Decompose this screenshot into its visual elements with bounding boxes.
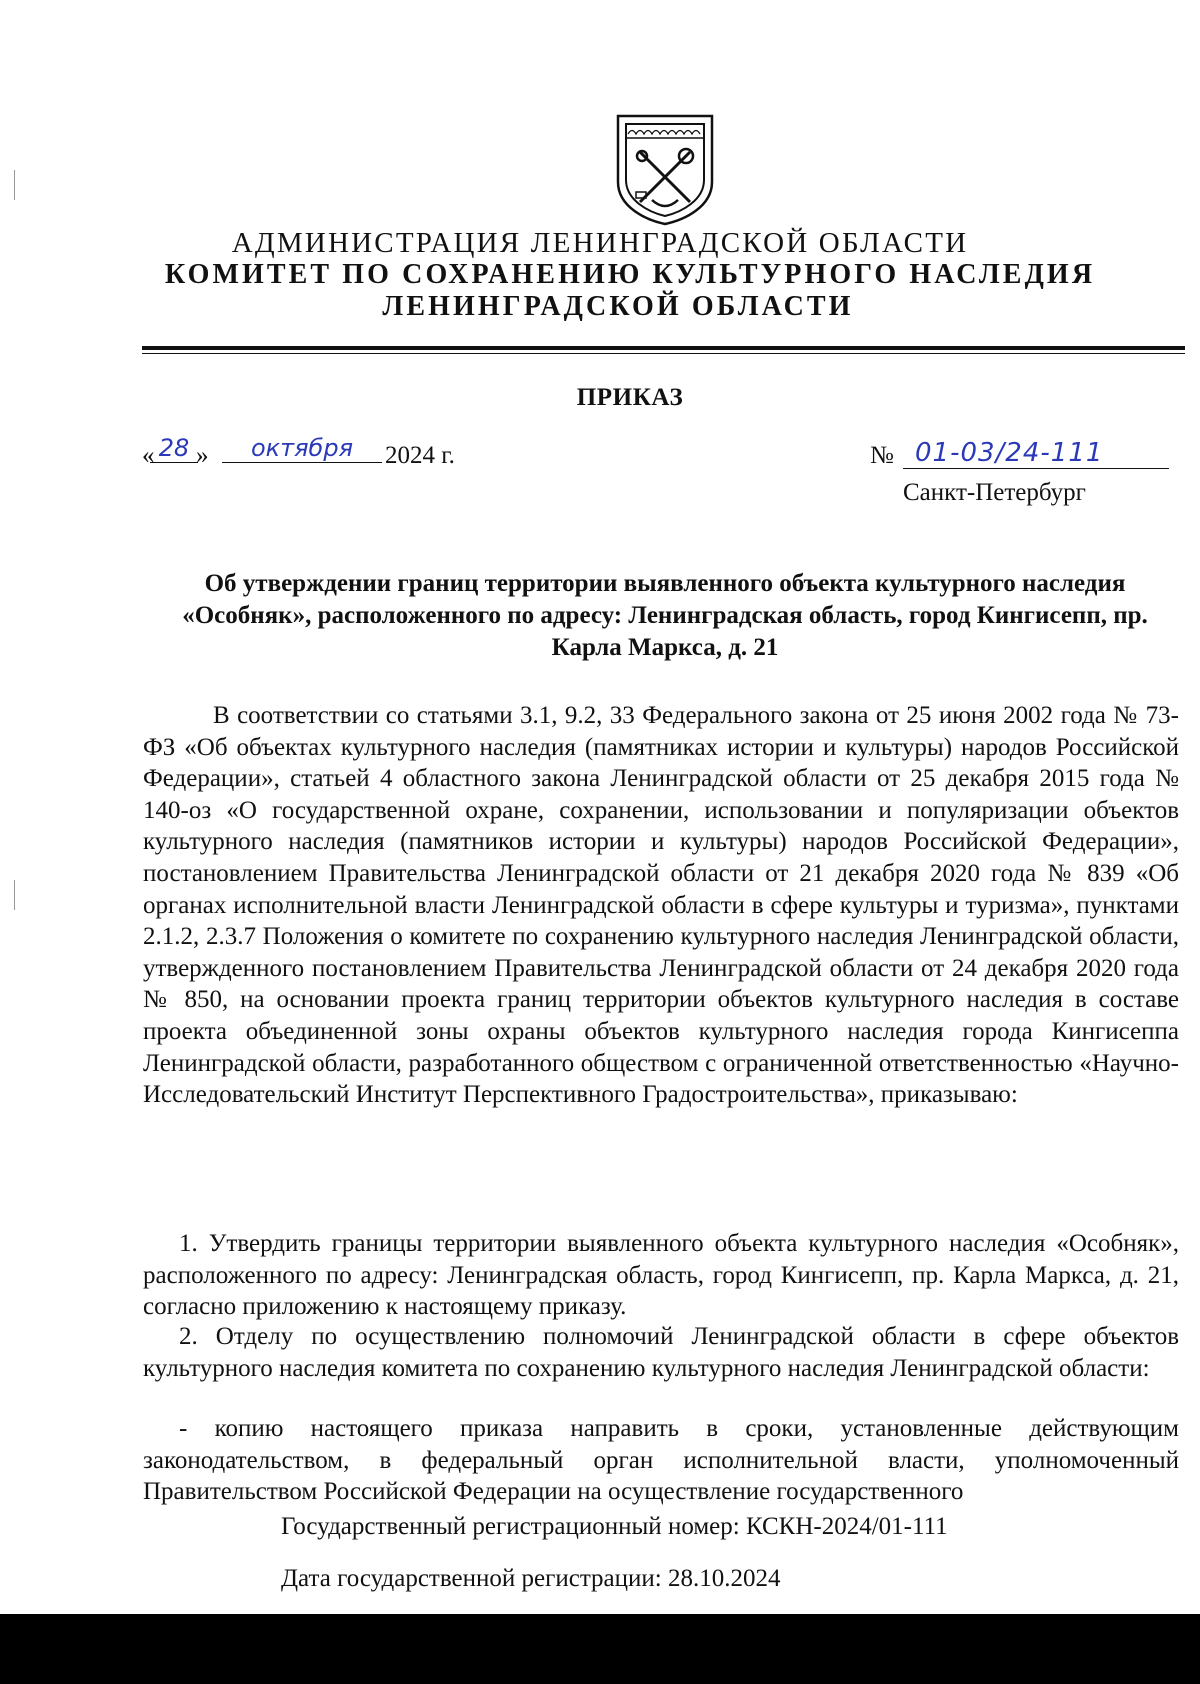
document-type: ПРИКАЗ xyxy=(576,384,684,411)
registration-number: Государственный регистрационный номер: КСКН-2024/01-111 xyxy=(281,1513,948,1540)
number-label: № xyxy=(870,442,894,469)
date-year: 2024 г. xyxy=(385,442,455,469)
header-divider-thin xyxy=(142,353,1185,354)
date-close-quote: » xyxy=(196,442,209,469)
committee-title-line1: КОМИТЕТ ПО СОХРАНЕНИЮ КУЛЬТУРНОГО НАСЛЕДИЯ xyxy=(164,259,1096,290)
order-item-2-subitem: - копию настоящего приказа направить в сроки, установленные действующим законодательством, в федеральный орган исполнительной власти, уполномоченный Правительством Российской Федерации на осуществление государственного xyxy=(143,1415,1179,1506)
header-divider-thick xyxy=(142,346,1185,350)
registration-date: Дата государственной регистрации: 28.10.2024 xyxy=(281,1565,781,1592)
committee-title-line2: ЛЕНИНГРАДСКОЙ ОБЛАСТИ xyxy=(382,291,854,322)
preamble-paragraph: В соответствии со статьями 3.1, 9.2, 33 Федерального закона от 25 июня 2002 года № 73-ФЗ «Об объектах культурного наследия (памятниках истории и культуры) народов Российской Федерации», статьей 4 областного закона Ленинградской области от 25 декабря 2015 года № 140-оз «О государственной охране, сохранении, использовании и популяризации объектов культурного наследия (памятников истории и культуры) народов Российской Федерации», постановлением Правительства Ленинградской области от 21 декабря 2020 года № 839 «Об органах исполнительной власти Ленинградской области в сфере культуры и туризма», пунктами 2.1.2, 2.3.7 Положения о комитете по сохранению культурного наследия Ленинградской области, утвержденного постановлением Правительства Ленинградской области от 24 декабря 2020 года № 850, на основании проекта границ территории объектов культурного наследия в составе проекта объединенной зоны охраны объектов культурного наследия города Кингисеппа Ленинградской области, разработанного обществом с ограниченной ответственностью «Научно-Исследовательский Институт Перспективного Градостроительства», приказываю: xyxy=(143,702,1179,1109)
scan-bottom-bar xyxy=(0,1614,1200,1684)
city: Санкт-Петербург xyxy=(903,479,1086,506)
coat-of-arms-icon xyxy=(614,112,716,227)
order-item-1: 1. Утвердить границы территории выявленного объекта культурного наследия «Особняк», расположенного по адресу: Ленинградская область, город Кингисепп, пр. Карла Маркса, д. 21, согласно приложению к настоящему приказу. xyxy=(143,1230,1179,1321)
date-open-quote: « xyxy=(142,442,155,469)
document-subject: Об утверждении границ территории выявленного объекта культурного наследия «Особняк», расположенного по адресу: Ленинградская область, город Кингисепп, пр. Карла Маркса, д. 21 xyxy=(182,570,1148,661)
scan-margin-mark xyxy=(14,880,15,910)
date-month-handwritten: октября xyxy=(222,434,382,463)
scan-margin-mark xyxy=(14,170,15,200)
date-day-handwritten: 28 xyxy=(150,434,198,463)
administration-title: АДМИНИСТРАЦИЯ ЛЕНИНГРАДСКОЙ ОБЛАСТИ xyxy=(231,227,969,259)
document-number-handwritten: 01-03/24-111 xyxy=(903,438,1169,469)
order-item-2: 2. Отделу по осуществлению полномочий Ленинградской области в сфере объектов культурного наследия комитета по сохранению культурного наследия Ленинградской области: xyxy=(143,1323,1179,1382)
